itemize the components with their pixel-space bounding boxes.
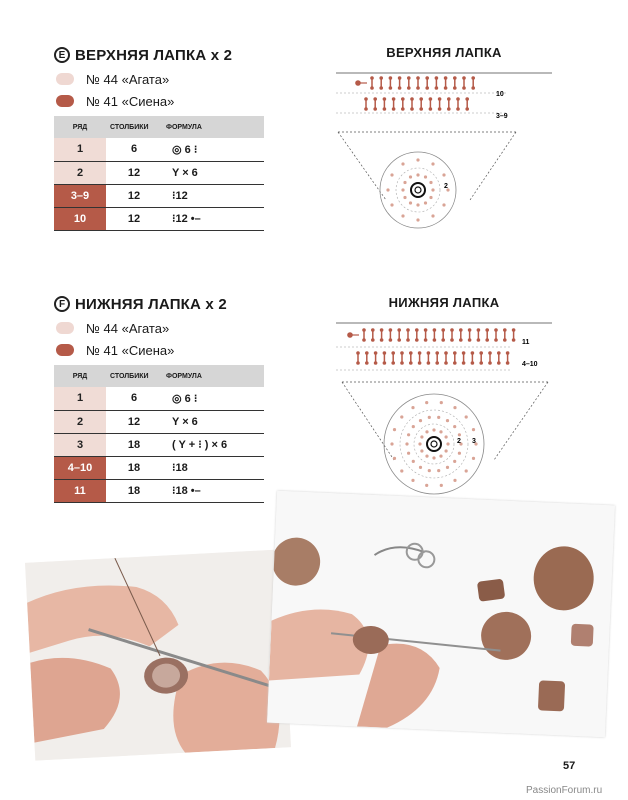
round-stitch-mark bbox=[425, 455, 428, 458]
stitch-mark bbox=[429, 97, 433, 101]
yarn-label: № 44 «Агата» bbox=[86, 320, 170, 336]
stitch-mark bbox=[477, 328, 481, 332]
row-label: 3–9 bbox=[496, 113, 508, 120]
pattern-table bbox=[54, 365, 264, 503]
column-header-formula: ФОРМУЛА bbox=[162, 116, 264, 138]
round-stitch-mark bbox=[411, 406, 414, 409]
stitch-row-11 bbox=[347, 328, 515, 342]
crochet-chart-bottom bbox=[336, 310, 552, 495]
round-stitch-mark bbox=[446, 419, 449, 422]
formula: Y × 6 bbox=[162, 161, 264, 184]
round-stitch-mark bbox=[465, 469, 468, 472]
photo-illustration bbox=[25, 549, 291, 760]
stitch-mark bbox=[438, 97, 442, 101]
section-title-row bbox=[54, 294, 266, 314]
stitch-mark bbox=[453, 86, 457, 90]
stitch-mark bbox=[503, 328, 507, 332]
stitch-mark bbox=[400, 361, 404, 365]
stitch-count: 6 bbox=[106, 387, 162, 410]
table-row bbox=[54, 207, 264, 230]
stitch-mark bbox=[401, 97, 405, 101]
stitch-mark bbox=[406, 328, 410, 332]
round-2-stitches bbox=[418, 428, 449, 459]
round-stitch-mark bbox=[416, 218, 419, 221]
stitch-count: 18 bbox=[106, 479, 162, 502]
stitch-mark bbox=[380, 328, 384, 332]
section-title: НИЖНЯЯ ЛАПКА х 2 bbox=[75, 295, 227, 313]
crochet-chart-top bbox=[336, 60, 552, 235]
stitch-mark bbox=[374, 351, 378, 355]
stitch-mark bbox=[400, 351, 404, 355]
round-stitch-mark bbox=[412, 460, 415, 463]
stitch-mark bbox=[416, 86, 420, 90]
round-stitch-mark bbox=[420, 435, 423, 438]
round-stitch-mark bbox=[407, 433, 410, 436]
round-stitch-mark bbox=[390, 173, 393, 176]
stitch-mark bbox=[389, 86, 393, 90]
round-stitch-mark bbox=[432, 428, 435, 431]
round-stitch-mark bbox=[411, 479, 414, 482]
round-stitch-mark bbox=[445, 435, 448, 438]
stitch-mark bbox=[450, 328, 454, 332]
stitch-mark bbox=[503, 338, 507, 342]
stitch-mark bbox=[418, 361, 422, 365]
round-stitch-mark bbox=[439, 455, 442, 458]
stitch-mark bbox=[364, 97, 368, 101]
stitch-mark bbox=[488, 351, 492, 355]
stitch-count: 18 bbox=[106, 456, 162, 479]
stitch-mark bbox=[465, 107, 469, 111]
diagram-bottom-paw bbox=[336, 295, 552, 500]
round-stitch-mark bbox=[419, 466, 422, 469]
round-ring bbox=[380, 152, 456, 228]
round-stitch-mark bbox=[431, 214, 434, 217]
section-letter-badge: E bbox=[54, 47, 70, 63]
row-number: 2 bbox=[54, 410, 106, 433]
row-number: 4–10 bbox=[54, 456, 106, 479]
stitch-mark bbox=[462, 76, 466, 80]
stitch-mark bbox=[468, 338, 472, 342]
round-stitch-mark bbox=[465, 415, 468, 418]
stitch-mark bbox=[471, 86, 475, 90]
stitch-mark bbox=[389, 338, 393, 342]
stitch-mark bbox=[409, 361, 413, 365]
round-label: 3 bbox=[472, 438, 476, 445]
round-stitch-mark bbox=[401, 162, 404, 165]
stitch-mark bbox=[425, 86, 429, 90]
stitch-mark bbox=[435, 86, 439, 90]
page-number: 57 bbox=[563, 760, 576, 772]
row-number: 2 bbox=[54, 161, 106, 184]
stitch-count: 18 bbox=[106, 433, 162, 456]
stitch-mark bbox=[409, 351, 413, 355]
stitch-mark bbox=[362, 328, 366, 332]
stitch-mark bbox=[365, 351, 369, 355]
round-stitch-mark bbox=[416, 158, 419, 161]
round-stitch-mark bbox=[458, 452, 461, 455]
magic-ring bbox=[411, 183, 425, 197]
stitch-mark bbox=[410, 97, 414, 101]
round-stitch-mark bbox=[431, 162, 434, 165]
pattern-table bbox=[54, 116, 264, 231]
column-header-row: РЯД bbox=[54, 116, 106, 138]
stitch-mark bbox=[462, 86, 466, 90]
round-stitch-mark bbox=[409, 201, 412, 204]
formula: ( Y + ⁝ ) × 6 bbox=[162, 433, 264, 456]
round-stitch-mark bbox=[446, 466, 449, 469]
stitch-count: 12 bbox=[106, 184, 162, 207]
round-stitch-mark bbox=[458, 433, 461, 436]
watermark: PassionForum.ru bbox=[526, 785, 603, 796]
formula: ⁝18 •– bbox=[162, 479, 264, 502]
section-title: ВЕРХНЯЯ ЛАПКА х 2 bbox=[75, 46, 233, 64]
stitch-mark bbox=[406, 338, 410, 342]
stitch-mark bbox=[506, 361, 510, 365]
round-stitch-mark bbox=[442, 203, 445, 206]
round-stitch-mark bbox=[431, 188, 434, 191]
photo-crochet-pieces bbox=[267, 491, 615, 738]
round-stitch-mark bbox=[390, 203, 393, 206]
round-stitch-mark bbox=[407, 452, 410, 455]
stitch-count: 12 bbox=[106, 161, 162, 184]
stitch-mark bbox=[374, 361, 378, 365]
table-row bbox=[54, 410, 264, 433]
stitch-mark bbox=[471, 76, 475, 80]
magic-ring bbox=[431, 441, 437, 447]
row-label: 4–10 bbox=[522, 361, 538, 368]
row-number: 3–9 bbox=[54, 184, 106, 207]
round-stitch-mark bbox=[428, 469, 431, 472]
table-row bbox=[54, 184, 264, 207]
table-row bbox=[54, 456, 264, 479]
round-stitch-mark bbox=[428, 416, 431, 419]
stitch-mark bbox=[356, 351, 360, 355]
yarn-swatch-siena bbox=[56, 344, 74, 356]
table-row bbox=[54, 479, 264, 502]
stitch-mark bbox=[453, 361, 457, 365]
yarn-item bbox=[56, 317, 266, 339]
round-stitch-mark bbox=[420, 449, 423, 452]
round-stitch-mark bbox=[453, 425, 456, 428]
round-stitch-mark bbox=[416, 173, 419, 176]
yarn-item bbox=[56, 339, 266, 361]
stitch-mark bbox=[506, 351, 510, 355]
stitch-mark bbox=[407, 86, 411, 90]
stitch-mark bbox=[419, 97, 423, 101]
funnel-line bbox=[494, 382, 548, 460]
round-stitch-mark bbox=[405, 442, 408, 445]
round-stitch-mark bbox=[386, 188, 389, 191]
stitch-mark bbox=[391, 351, 395, 355]
column-header-stitches: СТОЛБИКИ bbox=[106, 116, 162, 138]
yarn-swatch-agata bbox=[56, 322, 74, 334]
stitch-mark bbox=[419, 107, 423, 111]
stitch-mark bbox=[401, 107, 405, 111]
stitch-mark bbox=[453, 351, 457, 355]
diagram-title: НИЖНЯЯ ЛАПКА bbox=[388, 295, 500, 310]
stitch-mark bbox=[435, 76, 439, 80]
round-stitch-mark bbox=[390, 442, 393, 445]
stitch-mark bbox=[427, 361, 431, 365]
round-stitch-mark bbox=[412, 425, 415, 428]
round-stitch-mark bbox=[446, 442, 449, 445]
stitch-mark bbox=[379, 86, 383, 90]
section-top-paw bbox=[54, 45, 266, 231]
stitch-mark bbox=[364, 107, 368, 111]
stitch-mark bbox=[415, 328, 419, 332]
stitch-count: 12 bbox=[106, 207, 162, 230]
stitch-mark bbox=[365, 361, 369, 365]
round-stitch-mark bbox=[393, 457, 396, 460]
stitch-mark bbox=[383, 361, 387, 365]
stitch-mark bbox=[424, 338, 428, 342]
round-stitch-mark bbox=[437, 469, 440, 472]
stitch-mark bbox=[356, 361, 360, 365]
stitch-mark bbox=[459, 338, 463, 342]
stitch-mark bbox=[392, 107, 396, 111]
photo-hands-crocheting bbox=[25, 549, 291, 760]
stitch-mark bbox=[459, 328, 463, 332]
stitch-mark bbox=[441, 328, 445, 332]
row-label: 10 bbox=[496, 91, 504, 98]
round-stitch-mark bbox=[403, 181, 406, 184]
round-stitch-mark bbox=[429, 196, 432, 199]
stitch-mark bbox=[444, 86, 448, 90]
stitch-mark bbox=[407, 76, 411, 80]
stitch-mark bbox=[441, 338, 445, 342]
round-3-stitches bbox=[390, 401, 477, 487]
round-stitch-mark bbox=[401, 214, 404, 217]
table-row bbox=[54, 138, 264, 161]
column-header-formula: ФОРМУЛА bbox=[162, 365, 264, 387]
round-stitch-mark bbox=[419, 419, 422, 422]
stitch-mark bbox=[370, 76, 374, 80]
stitch-mark bbox=[485, 328, 489, 332]
row-label: 11 bbox=[522, 339, 530, 346]
round-stitch-mark bbox=[425, 430, 428, 433]
stitch-mark bbox=[424, 328, 428, 332]
stitch-mark bbox=[370, 86, 374, 90]
section-bottom-paw bbox=[54, 294, 266, 503]
stitch-mark bbox=[433, 338, 437, 342]
stitch-mark bbox=[497, 361, 501, 365]
diagram-top-paw bbox=[336, 45, 552, 240]
section-letter-badge: F bbox=[54, 296, 70, 312]
stitch-mark bbox=[380, 338, 384, 342]
stitch-mark bbox=[477, 338, 481, 342]
stitch-row-4-10 bbox=[356, 351, 509, 365]
stitch-mark bbox=[362, 338, 366, 342]
yarn-label: № 41 «Сиена» bbox=[86, 93, 175, 109]
stitch-mark bbox=[497, 351, 501, 355]
stitch-mark bbox=[383, 351, 387, 355]
stitch-mark bbox=[462, 351, 466, 355]
stitch-mark bbox=[444, 361, 448, 365]
table-row bbox=[54, 161, 264, 184]
stitch-row-3-9 bbox=[364, 97, 469, 111]
stitch-mark bbox=[471, 361, 475, 365]
row-number: 3 bbox=[54, 433, 106, 456]
stitch-mark bbox=[410, 107, 414, 111]
stitch-mark bbox=[373, 97, 377, 101]
round-stitch-mark bbox=[453, 479, 456, 482]
round-stitch-mark bbox=[439, 430, 442, 433]
stitch-mark bbox=[371, 328, 375, 332]
stitch-mark bbox=[512, 338, 516, 342]
stitch-mark bbox=[512, 328, 516, 332]
yarn-label: № 44 «Агата» bbox=[86, 71, 170, 87]
stitch-mark bbox=[444, 351, 448, 355]
stitch-mark bbox=[456, 107, 460, 111]
round-stitch-mark bbox=[425, 484, 428, 487]
stitch-mark bbox=[379, 76, 383, 80]
stitch-mark bbox=[447, 97, 451, 101]
round-stitch-mark bbox=[416, 203, 419, 206]
yarn-item bbox=[56, 90, 266, 112]
stitch-mark bbox=[494, 338, 498, 342]
round-stitch-mark bbox=[429, 181, 432, 184]
funnel-line bbox=[338, 132, 386, 200]
stitch-mark bbox=[488, 361, 492, 365]
photo-illustration bbox=[267, 491, 615, 738]
column-header-stitches: СТОЛБИКИ bbox=[106, 365, 162, 387]
formula: ⁝12 •– bbox=[162, 207, 264, 230]
round-stitch-mark bbox=[403, 196, 406, 199]
stitch-mark bbox=[456, 97, 460, 101]
round-stitch-mark bbox=[445, 449, 448, 452]
stitch-mark bbox=[418, 351, 422, 355]
stitch-mark bbox=[471, 351, 475, 355]
round-stitch-mark bbox=[424, 175, 427, 178]
stitch-mark bbox=[435, 361, 439, 365]
stitch-mark bbox=[479, 361, 483, 365]
stitch-mark bbox=[391, 361, 395, 365]
row-number: 1 bbox=[54, 387, 106, 410]
formula: ⁝18 bbox=[162, 456, 264, 479]
round-stitch-mark bbox=[472, 428, 475, 431]
funnel-line bbox=[342, 382, 394, 460]
stitch-mark bbox=[465, 97, 469, 101]
yarn-swatch-siena bbox=[56, 95, 74, 107]
stitch-mark bbox=[427, 351, 431, 355]
stitch-mark bbox=[468, 328, 472, 332]
round-stitch-mark bbox=[437, 416, 440, 419]
stitch-mark bbox=[479, 351, 483, 355]
stitch-mark bbox=[392, 97, 396, 101]
row-number: 1 bbox=[54, 138, 106, 161]
stitch-mark bbox=[450, 338, 454, 342]
stitch-mark bbox=[397, 328, 401, 332]
round-label: 2 bbox=[444, 183, 448, 190]
round-stitch-mark bbox=[453, 460, 456, 463]
column-header-row: РЯД bbox=[54, 365, 106, 387]
round-stitch-mark bbox=[424, 201, 427, 204]
section-title-row bbox=[54, 45, 266, 65]
stitch-row-10 bbox=[355, 76, 475, 90]
yarn-item bbox=[56, 68, 266, 90]
formula: ⁝12 bbox=[162, 184, 264, 207]
row-number: 10 bbox=[54, 207, 106, 230]
stitch-mark bbox=[389, 76, 393, 80]
round-stitch-mark bbox=[393, 428, 396, 431]
round-stitch-mark bbox=[440, 484, 443, 487]
round-ring bbox=[384, 394, 484, 494]
stitch-mark bbox=[373, 107, 377, 111]
stitch-mark bbox=[433, 328, 437, 332]
stitch-mark bbox=[389, 328, 393, 332]
formula: ◎ 6 ⁝ bbox=[162, 387, 264, 410]
stitch-count: 12 bbox=[106, 410, 162, 433]
stitch-mark bbox=[429, 107, 433, 111]
formula: Y × 6 bbox=[162, 410, 264, 433]
stitch-mark bbox=[415, 338, 419, 342]
round-label: 2 bbox=[457, 438, 461, 445]
round-stitch-mark bbox=[425, 401, 428, 404]
stitch-mark bbox=[462, 361, 466, 365]
stitch-mark bbox=[383, 107, 387, 111]
yarn-label: № 41 «Сиена» bbox=[86, 342, 175, 358]
stitch-mark bbox=[416, 76, 420, 80]
table-row bbox=[54, 433, 264, 456]
stitch-mark bbox=[485, 338, 489, 342]
round-stitch-mark bbox=[409, 175, 412, 178]
yarn-swatch-agata bbox=[56, 73, 74, 85]
stitch-mark bbox=[371, 338, 375, 342]
round-stitch-mark bbox=[453, 406, 456, 409]
stitch-mark bbox=[444, 76, 448, 80]
stitch-mark bbox=[447, 107, 451, 111]
magic-ring bbox=[427, 437, 441, 451]
stitch-mark bbox=[435, 351, 439, 355]
round-stitch-mark bbox=[400, 415, 403, 418]
round-stitch-mark bbox=[401, 188, 404, 191]
round-stitch-mark bbox=[418, 442, 421, 445]
stitch-mark bbox=[398, 86, 402, 90]
stitch-mark bbox=[383, 97, 387, 101]
formula: ◎ 6 ⁝ bbox=[162, 138, 264, 161]
stitch-mark bbox=[453, 76, 457, 80]
magic-ring bbox=[415, 187, 421, 193]
funnel-line bbox=[470, 132, 516, 200]
stitch-mark bbox=[425, 76, 429, 80]
stitch-mark bbox=[494, 328, 498, 332]
round-stitch-mark bbox=[442, 173, 445, 176]
round-stitch-mark bbox=[472, 457, 475, 460]
diagram-title: ВЕРХНЯЯ ЛАПКА bbox=[386, 45, 502, 60]
round-stitch-mark bbox=[400, 469, 403, 472]
table-row bbox=[54, 387, 264, 410]
stitch-count: 6 bbox=[106, 138, 162, 161]
stitch-mark bbox=[438, 107, 442, 111]
stitch-mark bbox=[398, 76, 402, 80]
stitch-mark bbox=[397, 338, 401, 342]
row-number: 11 bbox=[54, 479, 106, 502]
round-stitch-mark bbox=[440, 401, 443, 404]
round-stitch-mark bbox=[432, 456, 435, 459]
